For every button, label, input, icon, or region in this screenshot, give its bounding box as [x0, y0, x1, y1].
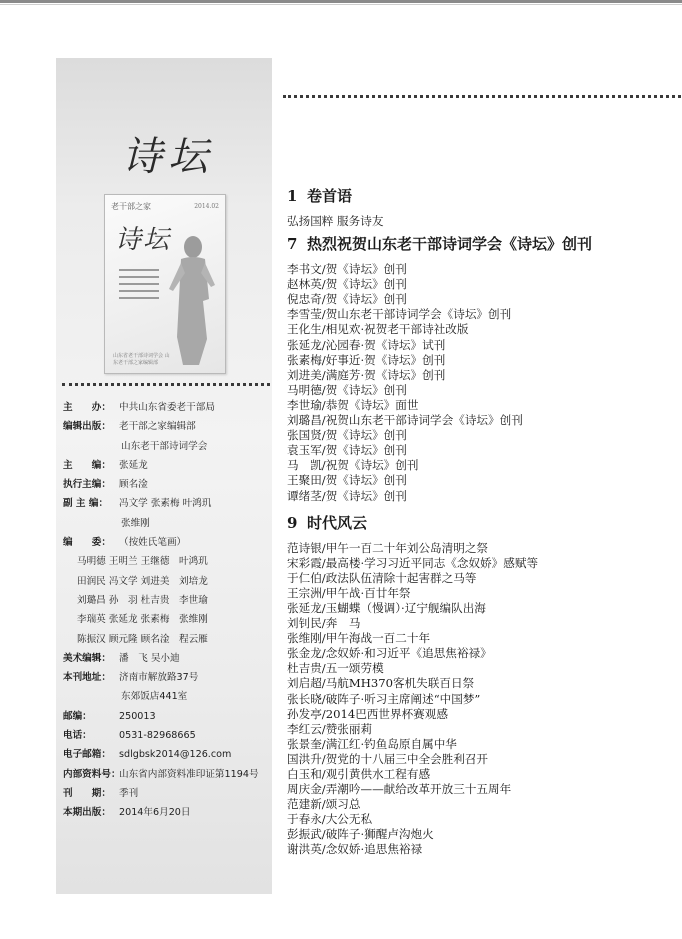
imprint-value: 马明德 王明兰 王继德 叶鸿玑: [77, 556, 208, 568]
toc-entry: 刘璐昌/祝贺山东老干部诗词学会《诗坛》创刊: [287, 413, 523, 428]
toc-entry: 李红云/赞张丽莉: [287, 721, 373, 736]
imprint-label: 电话：: [63, 730, 92, 742]
imprint-row: [63, 552, 275, 571]
imprint-row: [63, 572, 275, 591]
toc-entry: 刘启超/马航MH370客机失联百日祭: [287, 676, 475, 691]
imprint-label: 编辑出版：: [63, 421, 111, 433]
imprint-value: sdlgbsk2014@126.com: [119, 749, 232, 761]
imprint-value: 刘璐昌 孙 羽 杜吉贵 李世瑜: [77, 594, 208, 606]
toc-entry: 孙发亭/2014巴西世界杯赛观感: [287, 706, 448, 721]
imprint-row: [63, 745, 275, 764]
imprint-label: 副 主 编：: [63, 498, 109, 510]
cover-issue: 2014.02: [194, 203, 219, 210]
toc-entry: 于春永/大公无私: [287, 812, 373, 827]
toc-entry: 范诗银/甲午一百二十年刘公岛清明之祭: [287, 540, 489, 555]
imprint-value: 东郊饭店441室: [121, 691, 188, 703]
imprint-value: 老干部之家编辑部: [119, 421, 196, 433]
toc-entry: 李雪莹/贺山东老干部诗词学会《诗坛》创刊: [287, 307, 512, 322]
top-rule: [0, 0, 682, 3]
toc-entry: 张景奎/满江红·钓鱼岛原自属中华: [287, 736, 457, 751]
imprint-label: 编 委：: [63, 537, 111, 549]
toc-entry: 王聚田/贺《诗坛》创刊: [287, 473, 407, 488]
imprint-label: 电子邮箱：: [63, 749, 111, 761]
imprint-row: [63, 591, 275, 610]
cover-thumbnail: [104, 194, 226, 374]
toc-entry: 弘扬国粹 服务诗友: [287, 214, 384, 228]
imprint-row: [63, 437, 275, 456]
toc-entry: 赵林英/贺《诗坛》创刊: [287, 277, 407, 292]
toc-entry: 刘钊民/奔 马: [287, 616, 361, 631]
imprint-label: 邮编：: [63, 710, 92, 722]
imprint-value: 田润民 冯文学 刘进美 刘培龙: [77, 575, 208, 587]
toc-entry: 周庆金/弄潮吟——献给改革开放三十五周年: [287, 782, 512, 797]
section-title: 热烈祝贺山东老干部诗词学会《诗坛》创刊: [307, 235, 593, 254]
toc-entry: 王宗洲/甲午战·百廿年祭: [287, 585, 411, 600]
imprint-value: 潘 飞 吴小迪: [119, 652, 180, 664]
imprint-row: [63, 726, 275, 745]
cover-footer: 山东省老干部诗词学会 山东老干部之家编辑部: [113, 353, 170, 366]
main-dotted-divider: [283, 95, 681, 98]
imprint-value: 张维刚: [121, 517, 150, 529]
section-heading: [287, 513, 679, 533]
section-page-number: 9: [287, 513, 298, 532]
imprint-row: [63, 417, 275, 436]
section-heading: [287, 186, 679, 206]
toc-entry: 张国贤/贺《诗坛》创刊: [287, 428, 407, 443]
imprint-row: [63, 514, 275, 533]
toc-entry: 王化生/相见欢·祝贺老干部诗社改版: [287, 322, 469, 337]
section-page-number: 7: [287, 235, 298, 254]
toc-entry: 范建新/颂习总: [287, 797, 361, 812]
imprint-value: 冯文学 张素梅 叶鸿玑: [119, 498, 212, 510]
imprint-row: [63, 707, 275, 726]
imprint-value: 陈振汉 顾元隆 顾名淦 程云雁: [77, 633, 208, 645]
imprint-value: 2014年6月20日: [119, 807, 191, 819]
toc-entry: 马明德/贺《诗坛》创刊: [287, 382, 407, 397]
toc-entry: 张维刚/甲午海战一百二十年: [287, 631, 431, 646]
section-heading: [287, 234, 679, 254]
toc-entry: 袁玉军/贺《诗坛》创刊: [287, 443, 407, 458]
cover-title: 诗坛: [115, 225, 172, 255]
magazine-logo: 诗坛: [122, 134, 214, 180]
imprint-row: [63, 475, 275, 494]
imprint-row: [63, 784, 275, 803]
statue-figure-image: [163, 229, 219, 369]
imprint-value: 山东省内部资料准印证第1194号: [119, 768, 259, 780]
toc-entry: 李世瑜/恭贺《诗坛》面世: [287, 397, 419, 412]
toc-entry: 张长晓/破阵子·听习主席阐述“中国梦”: [287, 691, 481, 706]
imprint-label: 美术编辑：: [63, 652, 111, 664]
imprint-row: [63, 456, 275, 475]
toc-entry: 宋彩霞/最高楼·学习习近平同志《念奴娇》感赋等: [287, 555, 539, 570]
toc-entry: 国洪升/贺党的十八届三中全会胜利召开: [287, 751, 489, 766]
imprint-row: [63, 398, 275, 417]
section-page-number: 1: [287, 187, 298, 205]
imprint-label: 主 办：: [63, 402, 111, 413]
imprint-value: 0531-82968665: [119, 730, 196, 742]
imprint-value: 顾名淦: [119, 479, 148, 491]
toc-entry: 张金龙/念奴娇·和习近平《追思焦裕禄》: [287, 646, 492, 661]
imprint-label: 刊 期：: [63, 787, 111, 799]
cover-text-lines: [119, 269, 159, 304]
imprint-row: [63, 494, 275, 513]
toc-entry: 于仁伯/政法队伍清除十起害群之马等: [287, 570, 477, 585]
imprint-block: [63, 398, 275, 823]
sidebar-dotted-divider: [62, 383, 270, 386]
toc-entry: 张延龙/沁园春·贺《诗坛》试刊: [287, 337, 446, 352]
section-title: 时代风云: [307, 513, 368, 532]
imprint-row: [63, 668, 275, 687]
toc-entry: 张素梅/好事近·贺《诗坛》创刊: [287, 352, 446, 367]
imprint-value: 李瑞英 张延龙 张素梅 张维刚: [77, 614, 208, 626]
toc-entry: 谭绪茎/贺《诗坛》创刊: [287, 488, 407, 503]
imprint-value: 季刊: [119, 787, 139, 799]
imprint-value: 济南市解放路37号: [119, 672, 199, 684]
imprint-label: 本刊地址：: [63, 672, 111, 684]
toc-entry: 杜吉贵/五一颂劳模: [287, 661, 384, 676]
imprint-label: 主 编：: [63, 459, 111, 471]
toc-entry: 张延龙/玉蝴蝶（慢调）·辽宁舰编队出海: [287, 600, 486, 615]
section-title: 卷首语: [307, 187, 353, 205]
imprint-row: [63, 610, 275, 629]
cover-brand: 老干部之家: [111, 202, 151, 211]
imprint-label: 内部资料号：: [63, 768, 121, 780]
toc-entry: 彭振武/破阵子·狮醒卢沟炮火: [287, 827, 434, 842]
imprint-row: [63, 630, 275, 649]
toc-entry: 倪忠奇/贺《诗坛》创刊: [287, 292, 407, 307]
imprint-value: 山东老干部诗词学会: [121, 440, 208, 452]
toc-entry: 白玉和/观引黄供水工程有感: [287, 767, 431, 781]
toc-entry: 马 凯/祝贺《诗坛》创刊: [287, 458, 419, 473]
imprint-value: 250013: [119, 710, 156, 722]
toc-entry: 谢洪英/念奴娇·追思焦裕禄: [287, 842, 423, 857]
imprint-row: [63, 533, 275, 552]
imprint-value: 中共山东省委老干部局: [119, 402, 215, 413]
imprint-row: [63, 687, 275, 706]
imprint-row: [63, 649, 275, 668]
imprint-row: [63, 803, 275, 822]
imprint-value: 张延龙: [119, 459, 148, 471]
table-of-contents: [287, 186, 679, 866]
imprint-label: 执行主编：: [63, 479, 111, 491]
imprint-row: [63, 765, 275, 784]
imprint-value: （按姓氏笔画）: [119, 537, 187, 549]
imprint-label: 本期出版：: [63, 807, 111, 819]
toc-entry: 刘进美/满庭芳·贺《诗坛》创刊: [287, 367, 446, 382]
toc-entry: 李书文/贺《诗坛》创刊: [287, 262, 407, 277]
top-rule-thin: [0, 4, 682, 5]
